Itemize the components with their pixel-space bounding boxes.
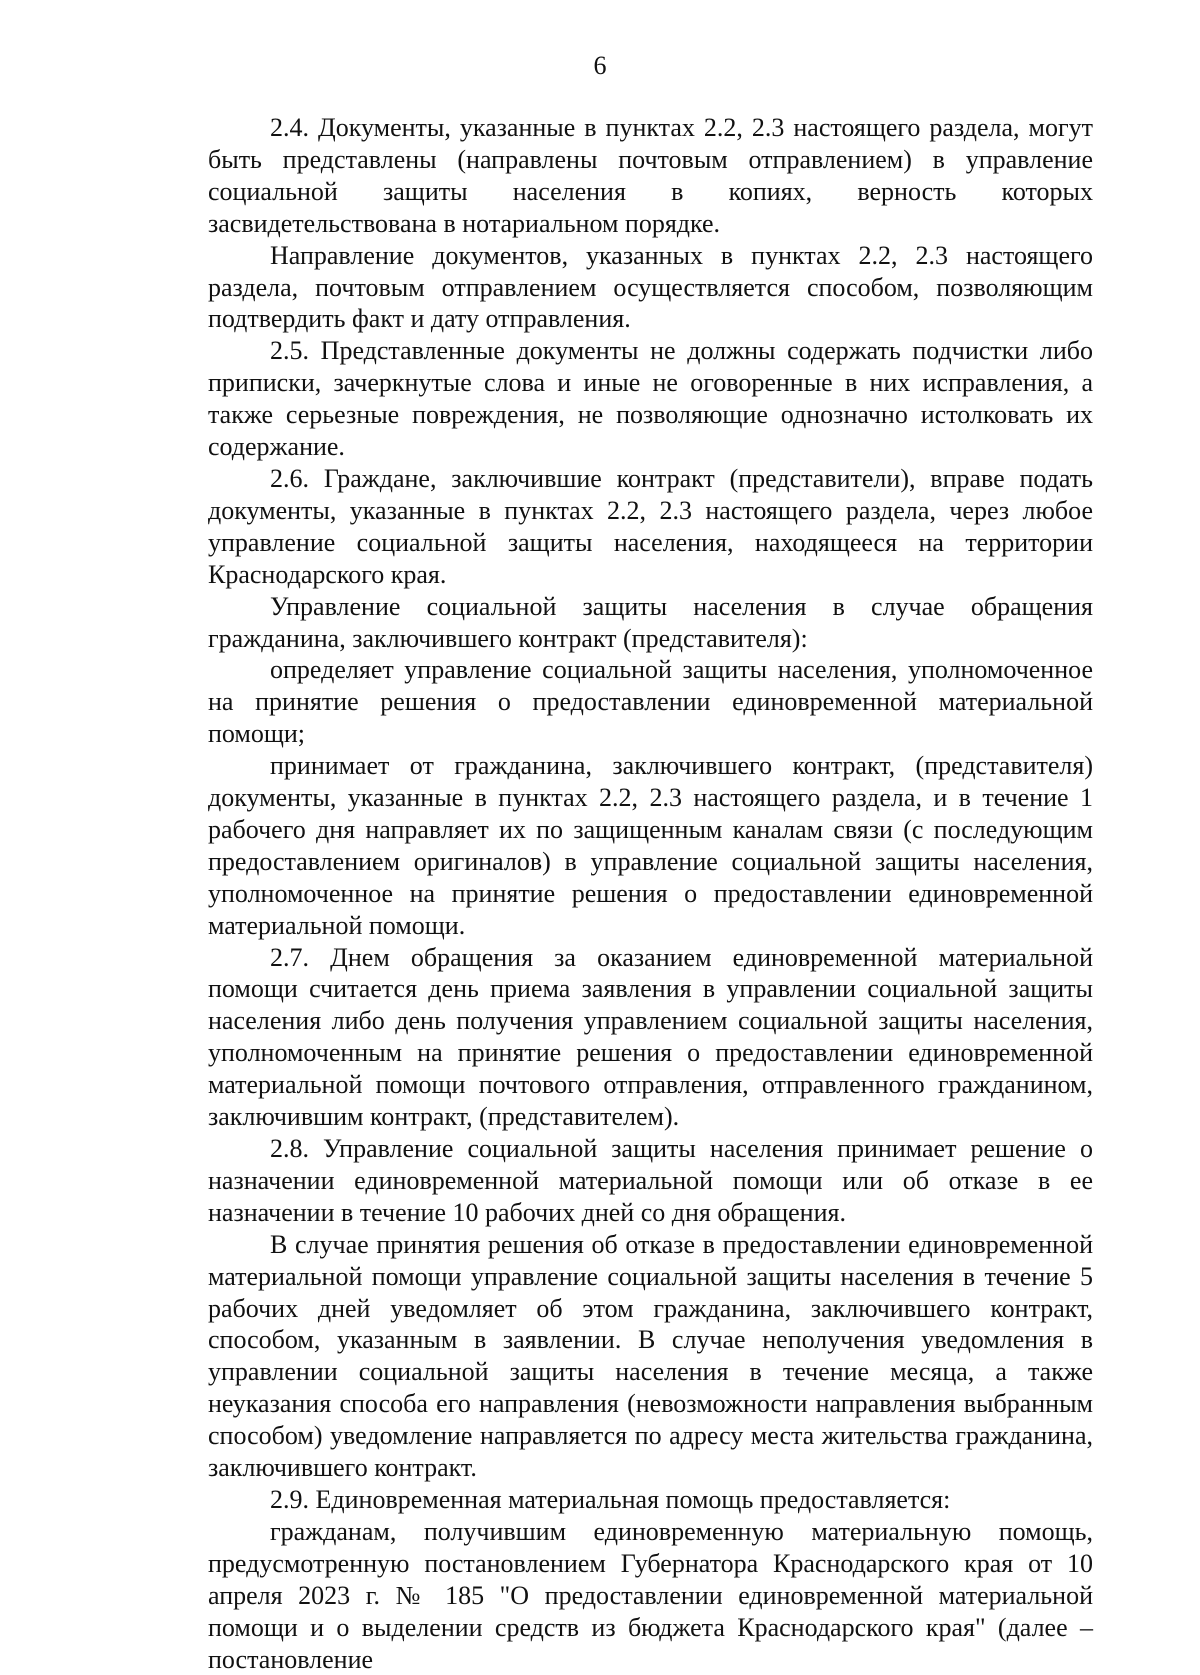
paragraph-determines-authority: определяет управление социальной защиты населения, уполномоченное на принятие решения о предоставлении единовременной материальной помощи; <box>208 655 1093 749</box>
paragraph-sending-documents: Направление документов, указанных в пунктах 2.2, 2.3 настоящего раздела, почтовым отправлением осуществляется способом, позволяющим подтвердить факт и дату отправления. <box>208 240 1093 334</box>
document-body <box>208 112 1093 1675</box>
paragraph-2-5: 2.5. Представленные документы не должны содержать подчистки либо приписки, зачеркнутые слова и иные не оговоренные в них исправления, а также серьезные повреждения, не позволяющие однозначно истолковать их содержание. <box>208 336 1093 462</box>
paragraph-accepts-documents: принимает от гражданина, заключившего контракт, (представителя) документы, указанные в пунктах 2.2, 2.3 настоящего раздела, и в течение 1 рабочего дня направляет их по защищенным каналам связи (с последующим предоставлением оригиналов) в управление социальной защиты населения, уполномоченное на принятие решения о предоставлении единовременной материальной помощи. <box>208 751 1093 940</box>
paragraph-2-7: 2.7. Днем обращения за оказанием единовременной материальной помощи считается день приема заявления в управлении социальной защиты населения либо день получения управлением социальной защиты населения, уполномоченным на принятие решения о предоставлении единовременной материальной помощи почтового отправления, отправленного гражданином, заключившим контракт, (представителем). <box>208 942 1093 1132</box>
paragraph-citizens-recipients: гражданам, получившим единовременную материальную помощь, предусмотренную постановлением Губернатора Краснодарского края от 10 апреля 2023 г. № 185 "О предоставлении единовременной материальной помощи и о выделении средств из бюджета Краснодарского края" (далее – постановление <box>208 1516 1093 1674</box>
paragraph-2-8: 2.8. Управление социальной защиты населения принимает решение о назначении единовременной материальной помощи или об отказе в ее назначении в течение 10 рабочих дней со дня обращения. <box>208 1134 1093 1227</box>
page-number: 6 <box>593 51 607 80</box>
paragraph-2-9: 2.9. Единовременная материальная помощь предоставляется: <box>270 1484 951 1514</box>
paragraph-refusal-notice: В случае принятия решения об отказе в предоставлении единовременной материальной помощи управление социальной защиты населения в течение 5 рабочих дней уведомляет об этом гражданина, заключившего контракт, способом, указанным в заявлении. В случае неполучения уведомления в управлении социальной защиты населения в течение месяца, а также неуказания способа его направления (невозможности направления выбранным способом) уведомление направляется по адресу места жительства гражданина, заключившего контракт. <box>208 1229 1093 1483</box>
paragraph-2-6: 2.6. Граждане, заключившие контракт (представители), вправе подать документы, указанные в пунктах 2.2, 2.3 настоящего раздела, через любое управление социальной защиты населения, находящееся на территории Краснодарского края. <box>208 463 1093 589</box>
paragraph-2-4: 2.4. Документы, указанные в пунктах 2.2, 2.3 настоящего раздела, могут быть представлены (направлены почтовым отправлением) в управление социальной защиты населения в копиях, верность которых засвидетельствована в нотариальном порядке. <box>208 113 1093 238</box>
paragraph-management-appeal: Управление социальной защиты населения в случае обращения гражданина, заключившего контракт (представителя): <box>208 591 1093 653</box>
